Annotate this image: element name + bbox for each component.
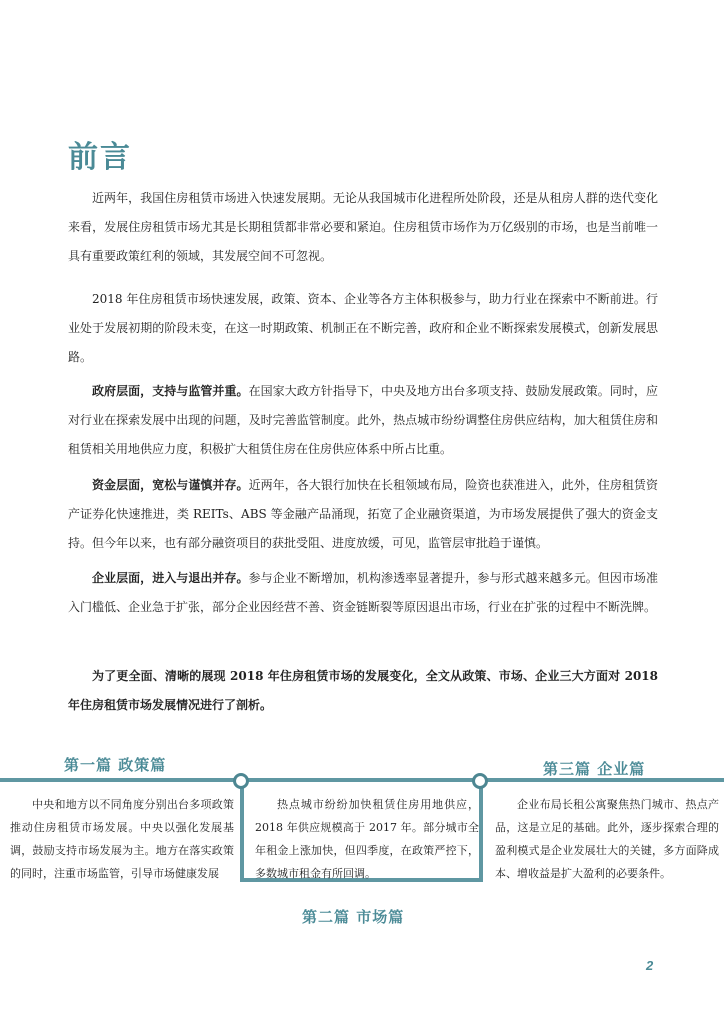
government-body: 在国家大政方针指导下，中央及地方出台多项支持、鼓励发展政策。同时，应对行业在探索发展中出现的问题，及时完善监管制度。此外，热点城市纷纷调整住房供应结构，加大租赁住房和租赁相关用地供应力度，积极扩大租赁住房在住房供应体系中所占比重。 [68, 384, 658, 456]
capital-paragraph [68, 471, 658, 558]
government-lead: 政府层面，支持与监管并重。 [92, 384, 249, 398]
timeline-node-2 [472, 773, 488, 789]
section-text-market: 热点城市纷纷加快租赁住房用地供应，2018 年供应规模高于 2017 年。部分城市全年租金上涨加快，但四季度，在政策严控下，多数城市租金有所回调。 [255, 798, 479, 880]
page-title: 前言 [68, 140, 132, 175]
intro-paragraph-1: 近两年，我国住房租赁市场进入快速发展期。无论从我国城市化进程所处阶段，还是从租房人群的迭代变化来看，发展住房租赁市场尤其是长期租赁都非常必要和紧迫。住房租赁市场作为万亿级别的市场，也是当前唯一具有重要政策红利的领域，其发展空间不可忽视。 [68, 191, 658, 263]
section-text-enterprise: 企业布局长租公寓聚焦热门城市、热点产品，这是立足的基础。此外，逐步探索合理的盈利模式是企业发展壮大的关键，多方面降成本、增收益是扩大盈利的必要条件。 [495, 798, 719, 880]
summary-paragraph: 为了更全面、清晰的展现 2018 年住房租赁市场的发展变化，全文从政策、市场、企业三大方面对 2018 年住房租赁市场发展情况进行了剖析。 [68, 669, 658, 712]
capital-body: 近两年，各大银行加快在长租领域布局，险资也获准进入，此外，住房租赁资产证券化快速推进，类 REITs、ABS 等金融产品涌现，拓宽了企业融资渠道，为市场发展提供了强大的资金支持。但今年以来，也有部分融资项目的获批受阻、进度放缓，可见，监管层审批趋于谨慎。 [68, 478, 658, 550]
enterprise-body: 参与企业不断增加，机构渗透率显著提升，参与形式越来越多元。但因市场准入门槛低、企业急于扩张，部分企业因经营不善、资金链断裂等原因退出市场，行业在扩张的过程中不断洗牌。 [68, 571, 658, 614]
timeline-right-connector [479, 780, 483, 882]
section-text-policy: 中央和地方以不同角度分别出台多项政策推动住房租赁市场发展。中央以强化发展基调，鼓励支持市场发展为主。地方在落实政策的同时，注重市场监管，引导市场健康发展 [10, 798, 234, 880]
enterprise-lead: 企业层面，进入与退出并存。 [92, 571, 249, 585]
section-heading-policy: 第一篇 政策篇 [64, 756, 167, 774]
government-paragraph [68, 377, 658, 464]
section-heading-market: 第二篇 市场篇 [302, 908, 405, 926]
enterprise-paragraph [68, 564, 658, 622]
section-heading-enterprise: 第三篇 企业篇 [543, 760, 646, 778]
timeline-left-connector [240, 780, 244, 882]
timeline-node-1 [233, 773, 249, 789]
intro-paragraph-2: 2018 年住房租赁市场快速发展，政策、资本、企业等各方主体积极参与，助力行业在探索中不断前进。行业处于发展初期的阶段未变，在这一时期政策、机制正在不断完善，政府和企业不断探索发展模式，创新发展思路。 [68, 292, 658, 364]
page-number: 2 [646, 958, 654, 973]
capital-lead: 资金层面，宽松与谨慎并存。 [92, 478, 249, 492]
